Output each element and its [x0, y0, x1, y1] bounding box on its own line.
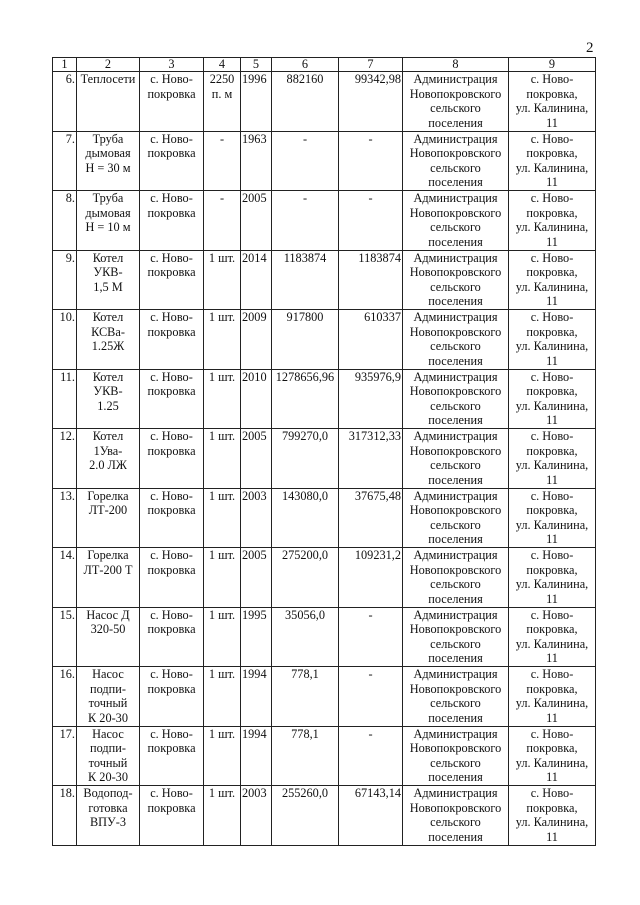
- address-cell: [509, 310, 596, 370]
- book-value-text: 1278656,96: [275, 369, 335, 384]
- residual-value-cell: [339, 72, 403, 132]
- year-text: 2005: [242, 429, 267, 443]
- row-number-text: 18.: [59, 786, 75, 800]
- quantity-text: 1 шт.: [208, 786, 236, 800]
- quantity-text: 1 шт.: [208, 488, 236, 503]
- table-row: [53, 488, 596, 548]
- book-value-text: 917800: [286, 310, 324, 324]
- row-number-text: 7.: [65, 131, 75, 146]
- residual-value-text: 610337: [364, 310, 401, 324]
- quantity-text: 1 шт.: [208, 548, 236, 562]
- residual-value-cell: [339, 786, 403, 846]
- holder-text: Администрация Новопокровского сельского поселения: [409, 72, 502, 130]
- year-cell: [241, 250, 272, 310]
- book-value-text: 778,1: [291, 667, 319, 681]
- residual-value-cell: [339, 250, 403, 310]
- holder-text: Администрация Новопокровского сельского поселения: [409, 369, 502, 428]
- location-cell: [140, 310, 204, 370]
- table-row: [53, 548, 596, 608]
- quantity-cell: [204, 726, 241, 786]
- book-value-text: 799270,0: [281, 429, 329, 443]
- quantity-text: 1 шт.: [208, 429, 236, 443]
- object-name-text: Котел 1Ува- 2.0 ЛЖ: [89, 429, 127, 473]
- holder-cell: [403, 369, 509, 429]
- object-name-cell: [77, 667, 140, 727]
- residual-value-cell: [339, 607, 403, 667]
- location-cell: [140, 488, 204, 548]
- residual-value-cell: [339, 369, 403, 429]
- location-text: с. Ново- покровка: [147, 250, 196, 280]
- object-name-cell: [77, 72, 140, 132]
- year-cell: [241, 607, 272, 667]
- quantity-text: 1 шт.: [208, 369, 236, 384]
- table-row: [53, 667, 596, 727]
- table-row: [53, 726, 596, 786]
- address-text: с. Ново- покровка, ул. Калинина, 11: [515, 667, 589, 725]
- table-row: [53, 607, 596, 667]
- object-name-cell: [77, 310, 140, 370]
- row-number-cell: [53, 786, 77, 846]
- column-number-8: 8: [403, 58, 509, 72]
- address-text: с. Ново- покровка, ул. Калинина, 11: [515, 72, 589, 130]
- address-text: с. Ново- покровка, ул. Калинина, 11: [515, 369, 589, 428]
- holder-cell: [403, 726, 509, 786]
- object-name-text: Горелка ЛТ-200 Т: [83, 548, 133, 577]
- row-number-cell: [53, 429, 77, 489]
- book-value-text: 255260,0: [281, 786, 329, 800]
- address-cell: [509, 72, 596, 132]
- address-text: с. Ново- покровка, ул. Калинина, 11: [515, 191, 589, 249]
- residual-value-text: -: [368, 667, 373, 681]
- page-number: 2: [586, 40, 594, 56]
- location-cell: [140, 607, 204, 667]
- year-text: 2014: [242, 250, 267, 265]
- quantity-cell: [204, 786, 241, 846]
- residual-value-cell: [339, 310, 403, 370]
- row-number-text: 8.: [65, 191, 75, 205]
- year-text: 2005: [242, 191, 267, 205]
- address-text: с. Ново- покровка, ул. Калинина, 11: [515, 250, 589, 309]
- row-number-cell: [53, 191, 77, 251]
- object-name-cell: [77, 607, 140, 667]
- residual-value-text: 99342,98: [354, 72, 401, 86]
- book-value-cell: [272, 429, 339, 489]
- residual-value-cell: [339, 429, 403, 489]
- address-cell: [509, 369, 596, 429]
- year-text: 2003: [242, 488, 267, 503]
- holder-text: Администрация Новопокровского сельского поселения: [409, 250, 502, 309]
- object-name-cell: [77, 786, 140, 846]
- address-text: с. Ново- покровка, ул. Калинина, 11: [515, 488, 589, 547]
- object-name-cell: [77, 250, 140, 310]
- row-number-text: 16.: [59, 667, 75, 681]
- object-name-cell: [77, 131, 140, 191]
- holder-text: Администрация Новопокровского сельского поселения: [409, 131, 502, 190]
- address-text: с. Ново- покровка, ул. Калинина, 11: [515, 131, 589, 190]
- location-text: с. Ново- покровка: [147, 548, 196, 577]
- table-row: [53, 369, 596, 429]
- book-value-cell: [272, 131, 339, 191]
- quantity-cell: [204, 369, 241, 429]
- table-row: [53, 429, 596, 489]
- object-name-cell: [77, 429, 140, 489]
- row-number-cell: [53, 607, 77, 667]
- year-cell: [241, 72, 272, 132]
- address-cell: [509, 429, 596, 489]
- address-cell: [509, 607, 596, 667]
- property-registry-table: [52, 57, 596, 846]
- holder-cell: [403, 667, 509, 727]
- residual-value-text: -: [368, 726, 373, 741]
- year-cell: [241, 131, 272, 191]
- quantity-text: 1 шт.: [208, 250, 236, 265]
- object-name-cell: [77, 726, 140, 786]
- holder-cell: [403, 131, 509, 191]
- year-text: 2010: [242, 369, 267, 384]
- location-cell: [140, 786, 204, 846]
- quantity-text: 1 шт.: [208, 607, 236, 622]
- object-name-cell: [77, 488, 140, 548]
- location-text: с. Ново- покровка: [147, 607, 196, 637]
- quantity-cell: [204, 429, 241, 489]
- location-cell: [140, 191, 204, 251]
- address-cell: [509, 131, 596, 191]
- object-name-text: Котел УКВ- 1.25: [92, 369, 124, 413]
- book-value-text: -: [302, 191, 308, 205]
- holder-cell: [403, 310, 509, 370]
- year-cell: [241, 786, 272, 846]
- holder-cell: [403, 72, 509, 132]
- address-text: с. Ново- покровка, ул. Калинина, 11: [515, 786, 589, 844]
- column-number-2: 2: [77, 58, 140, 72]
- holder-cell: [403, 607, 509, 667]
- object-name-cell: [77, 369, 140, 429]
- quantity-text: -: [219, 191, 225, 205]
- residual-value-cell: [339, 726, 403, 786]
- object-name-cell: [77, 191, 140, 251]
- year-text: 1994: [242, 726, 267, 741]
- row-number-cell: [53, 131, 77, 191]
- book-value-text: 882160: [286, 72, 324, 86]
- holder-text: Администрация Новопокровского сельского поселения: [409, 429, 502, 487]
- row-number-cell: [53, 369, 77, 429]
- row-number-text: 17.: [59, 726, 75, 741]
- row-number-text: 14.: [59, 548, 75, 562]
- year-cell: [241, 726, 272, 786]
- address-cell: [509, 250, 596, 310]
- year-text: 2009: [242, 310, 267, 324]
- location-text: с. Ново- покровка: [147, 131, 196, 161]
- residual-value-text: 1183874: [358, 250, 401, 265]
- address-text: с. Ново- покровка, ул. Калинина, 11: [515, 310, 589, 368]
- row-number-text: 10.: [59, 310, 75, 324]
- column-number-6: 6: [272, 58, 339, 72]
- quantity-text: 1 шт.: [208, 310, 236, 324]
- object-name-text: Насос подпи- точный К 20-30: [88, 726, 128, 785]
- object-name-text: Котел УКВ- 1,5 М: [92, 250, 124, 294]
- column-number-7: 7: [339, 58, 403, 72]
- column-number-5: 5: [241, 58, 272, 72]
- quantity-cell: [204, 131, 241, 191]
- object-name-text: Насос Д 320-50: [86, 607, 130, 637]
- row-number-text: 9.: [65, 250, 75, 265]
- column-number-4: 4: [204, 58, 241, 72]
- residual-value-cell: [339, 667, 403, 727]
- table-row: [53, 786, 596, 846]
- location-text: с. Ново- покровка: [147, 786, 196, 815]
- residual-value-text: -: [368, 607, 373, 622]
- object-name-cell: [77, 548, 140, 608]
- table-row: [53, 250, 596, 310]
- object-name-text: Водопод- готовка ВПУ-3: [83, 786, 133, 830]
- object-name-text: Теплосети: [80, 72, 136, 86]
- address-cell: [509, 191, 596, 251]
- book-value-text: 143080,0: [281, 488, 329, 503]
- location-text: с. Ново- покровка: [147, 488, 196, 518]
- book-value-text: -: [302, 131, 308, 146]
- holder-cell: [403, 429, 509, 489]
- year-cell: [241, 548, 272, 608]
- quantity-text: 1 шт.: [208, 726, 236, 741]
- holder-text: Администрация Новопокровского сельского поселения: [409, 786, 502, 844]
- location-text: с. Ново- покровка: [147, 72, 196, 101]
- row-number-cell: [53, 667, 77, 727]
- holder-text: Администрация Новопокровского сельского поселения: [409, 548, 502, 606]
- address-text: с. Ново- покровка, ул. Калинина, 11: [515, 607, 589, 666]
- row-number-cell: [53, 548, 77, 608]
- row-number-text: 13.: [59, 488, 75, 503]
- book-value-cell: [272, 72, 339, 132]
- book-value-text: 35056,0: [285, 607, 325, 622]
- residual-value-text: 109231,2: [354, 548, 401, 562]
- book-value-cell: [272, 786, 339, 846]
- quantity-text: 2250 п. м: [209, 72, 235, 101]
- column-number-9: 9: [509, 58, 596, 72]
- location-cell: [140, 667, 204, 727]
- address-text: с. Ново- покровка, ул. Калинина, 11: [515, 429, 589, 487]
- holder-cell: [403, 191, 509, 251]
- address-text: с. Ново- покровка, ул. Калинина, 11: [515, 726, 589, 785]
- row-number-text: 12.: [59, 429, 75, 443]
- year-text: 1995: [242, 607, 267, 622]
- address-cell: [509, 667, 596, 727]
- address-cell: [509, 726, 596, 786]
- quantity-cell: [204, 548, 241, 608]
- location-text: с. Ново- покровка: [147, 191, 196, 220]
- location-cell: [140, 369, 204, 429]
- year-cell: [241, 310, 272, 370]
- book-value-cell: [272, 191, 339, 251]
- book-value-cell: [272, 488, 339, 548]
- table-row: [53, 191, 596, 251]
- row-number-cell: [53, 310, 77, 370]
- object-name-text: Котел КСВа- 1.25Ж: [91, 310, 125, 354]
- year-text: 1996: [242, 72, 267, 86]
- quantity-cell: [204, 250, 241, 310]
- year-cell: [241, 429, 272, 489]
- residual-value-cell: [339, 131, 403, 191]
- location-text: с. Ново- покровка: [147, 310, 196, 339]
- year-text: 2003: [242, 786, 267, 800]
- residual-value-text: 37675,48: [354, 488, 401, 503]
- address-cell: [509, 786, 596, 846]
- row-number-cell: [53, 726, 77, 786]
- quantity-cell: [204, 72, 241, 132]
- column-number-row: [53, 58, 596, 72]
- book-value-cell: [272, 548, 339, 608]
- location-cell: [140, 726, 204, 786]
- address-cell: [509, 488, 596, 548]
- address-text: с. Ново- покровка, ул. Калинина, 11: [515, 548, 589, 606]
- residual-value-text: 317312,33: [348, 429, 401, 443]
- quantity-cell: [204, 667, 241, 727]
- location-cell: [140, 72, 204, 132]
- residual-value-cell: [339, 191, 403, 251]
- book-value-text: 275200,0: [281, 548, 329, 562]
- book-value-cell: [272, 310, 339, 370]
- quantity-cell: [204, 607, 241, 667]
- year-text: 2005: [242, 548, 267, 562]
- residual-value-cell: [339, 488, 403, 548]
- holder-cell: [403, 488, 509, 548]
- year-text: 1994: [242, 667, 267, 681]
- table-row: [53, 72, 596, 132]
- row-number-cell: [53, 488, 77, 548]
- holder-text: Администрация Новопокровского сельского поселения: [409, 607, 502, 666]
- holder-text: Администрация Новопокровского сельского поселения: [409, 667, 502, 725]
- location-text: с. Ново- покровка: [147, 369, 196, 399]
- year-cell: [241, 488, 272, 548]
- holder-cell: [403, 786, 509, 846]
- object-name-text: Труба дымовая Н = 30 м: [85, 131, 131, 175]
- object-name-text: Горелка ЛТ-200: [87, 488, 129, 518]
- residual-value-text: -: [368, 191, 373, 205]
- location-cell: [140, 131, 204, 191]
- table-row: [53, 310, 596, 370]
- holder-text: Администрация Новопокровского сельского поселения: [409, 310, 502, 368]
- location-text: с. Ново- покровка: [147, 726, 196, 756]
- holder-cell: [403, 548, 509, 608]
- row-number-text: 15.: [59, 607, 75, 622]
- quantity-text: 1 шт.: [208, 667, 236, 681]
- book-value-cell: [272, 250, 339, 310]
- book-value-cell: [272, 667, 339, 727]
- year-text: 1963: [242, 131, 267, 146]
- row-number-cell: [53, 250, 77, 310]
- table-body: [53, 58, 596, 846]
- column-number-1: 1: [53, 58, 77, 72]
- year-cell: [241, 369, 272, 429]
- table-row: [53, 131, 596, 191]
- row-number-cell: [53, 72, 77, 132]
- holder-text: Администрация Новопокровского сельского поселения: [409, 191, 502, 249]
- holder-cell: [403, 250, 509, 310]
- row-number-text: 11.: [60, 369, 75, 384]
- location-cell: [140, 429, 204, 489]
- residual-value-text: -: [368, 131, 373, 146]
- location-cell: [140, 250, 204, 310]
- year-cell: [241, 667, 272, 727]
- holder-text: Администрация Новопокровского сельского поселения: [409, 726, 502, 785]
- column-number-3: 3: [140, 58, 204, 72]
- holder-text: Администрация Новопокровского сельского поселения: [409, 488, 502, 547]
- object-name-text: Насос подпи- точный К 20-30: [88, 667, 128, 725]
- residual-value-text: 935976,9: [354, 369, 401, 384]
- location-text: с. Ново- покровка: [147, 429, 196, 458]
- row-number-text: 6.: [65, 72, 75, 86]
- book-value-cell: [272, 369, 339, 429]
- quantity-text: -: [219, 131, 225, 146]
- residual-value-cell: [339, 548, 403, 608]
- quantity-cell: [204, 310, 241, 370]
- year-cell: [241, 191, 272, 251]
- quantity-cell: [204, 488, 241, 548]
- book-value-cell: [272, 726, 339, 786]
- location-text: с. Ново- покровка: [147, 667, 196, 696]
- location-cell: [140, 548, 204, 608]
- book-value-cell: [272, 607, 339, 667]
- quantity-cell: [204, 191, 241, 251]
- address-cell: [509, 548, 596, 608]
- residual-value-text: 67143,14: [354, 786, 401, 800]
- object-name-text: Труба дымовая Н = 10 м: [85, 191, 131, 235]
- book-value-text: 1183874: [283, 250, 327, 265]
- book-value-text: 778,1: [291, 726, 319, 741]
